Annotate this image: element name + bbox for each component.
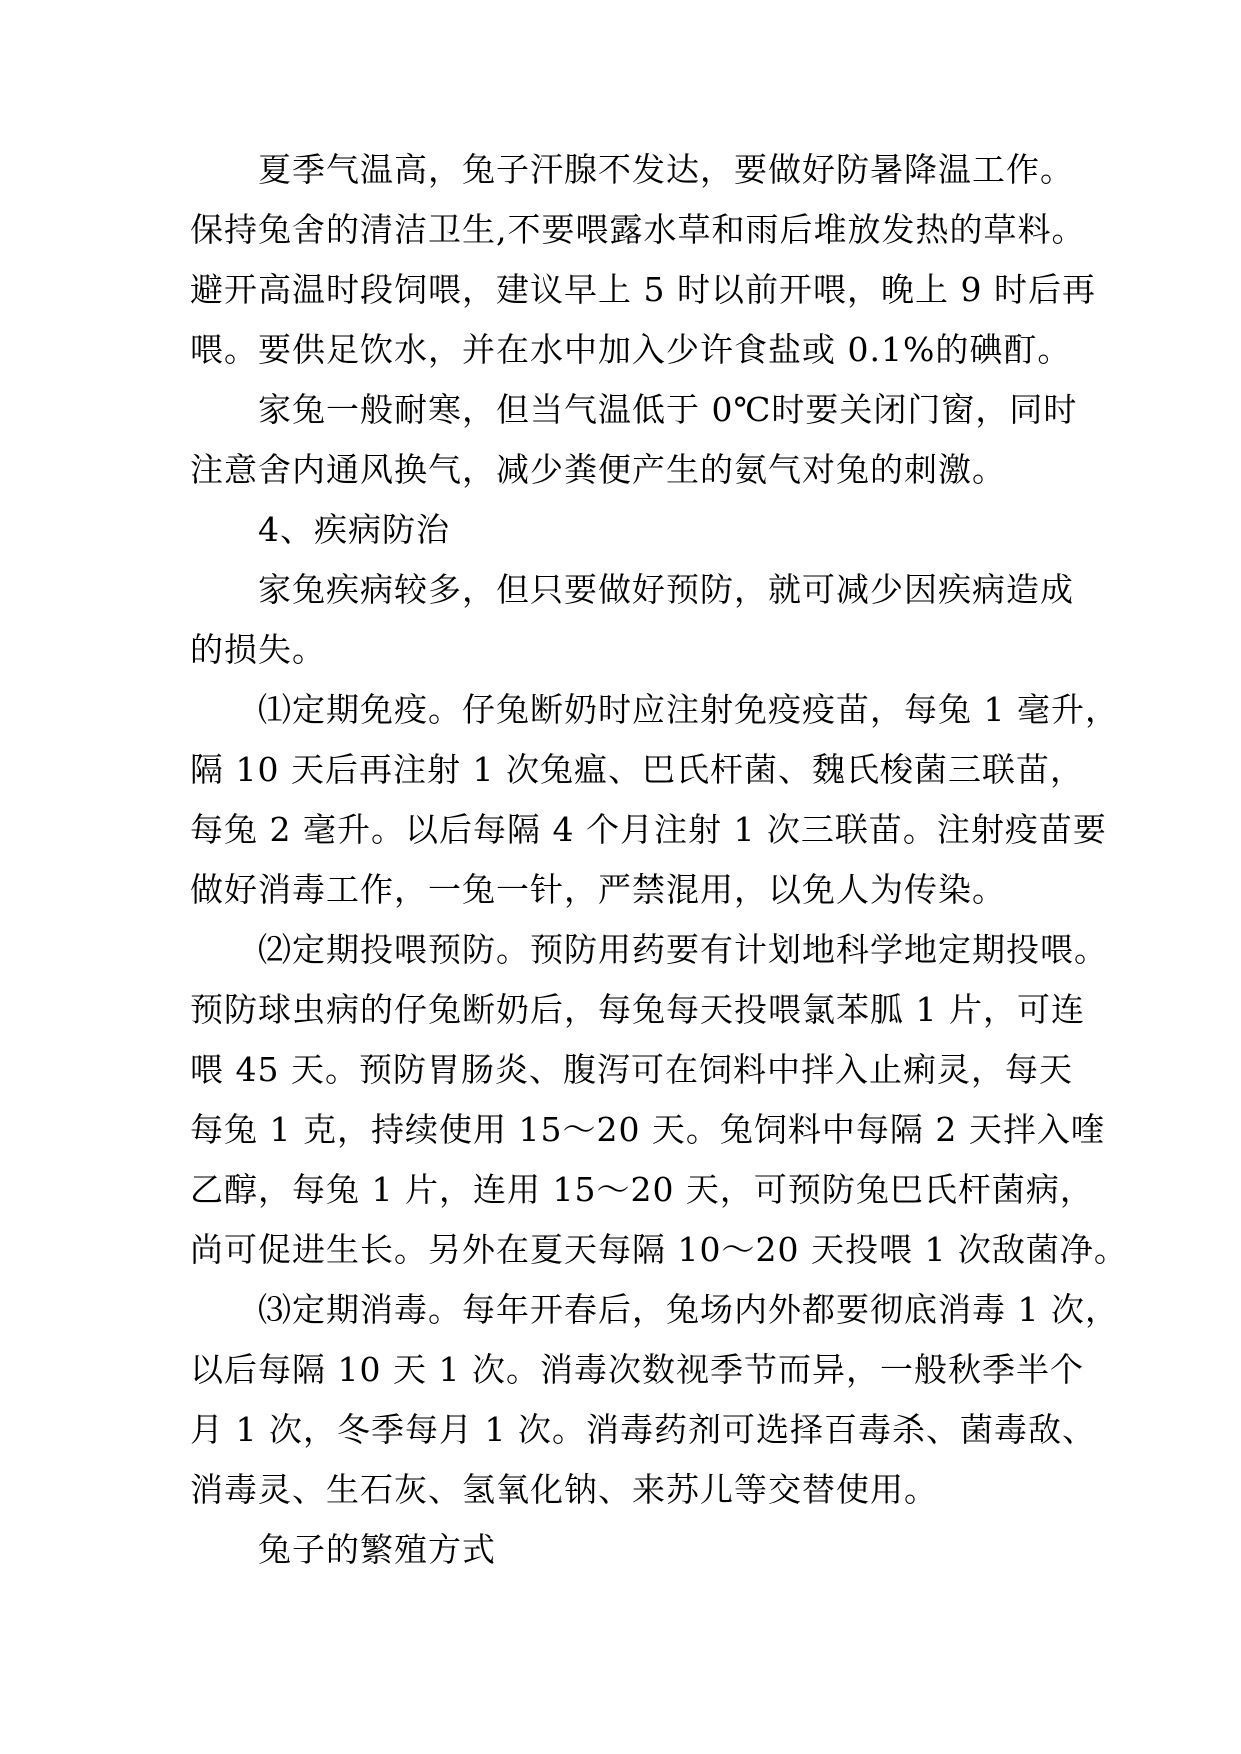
text-line: ⑵定期投喂预防。预防用药要有计划地科学地定期投喂。 [258,930,1108,969]
text-line: 预防球虫病的仔兔断奶后，每兔每天投喂氯苯胍 1 片，可连 [190,990,1085,1029]
text-line: ⑴定期免疫。仔兔断奶时应注射免疫疫苗，每兔 1 毫升， [258,690,1119,729]
text-line: 家兔一般耐寒，但当气温低于 0℃时要关闭门窗，同时 [258,390,1078,429]
text-line: 以后每隔 10 天 1 次。消毒次数视季节而异，一般秋季半个 [190,1350,1084,1389]
text-line: 乙醇，每兔 1 片，连用 15～20 天，可预防兔巴氏杆菌病， [190,1170,1094,1209]
text-line: 保持兔舍的清洁卫生,不要喂露水草和雨后堆放发热的草料。 [190,210,1086,249]
text-line: 喂。要供足饮水，并在水中加入少许食盐或 0.1%的碘酊。 [190,330,1072,369]
text-line: 避开高温时段饲喂，建议早上 5 时以前开喂，晚上 9 时后再 [190,270,1096,309]
text-line: 家兔疾病较多，但只要做好预防，就可减少因疾病造成 [258,570,1074,609]
text-line: 每兔 1 克，持续使用 15～20 天。兔饲料中每隔 2 天拌入喹 [190,1110,1105,1149]
text-line: 消毒灵、生石灰、氢氧化钠、来苏儿等交替使用。 [190,1470,938,1509]
text-line: 喂 45 天。预防胃肠炎、腹泻可在饲料中拌入止痢灵，每天 [190,1050,1073,1089]
text-line: 月 1 次，冬季每月 1 次。消毒药剂可选择百毒杀、菌毒敌、 [190,1410,1096,1449]
text-line: 隔 10 天后再注射 1 次兔瘟、巴氏杆菌、魏氏梭菌三联苗， [190,750,1084,789]
text-line: 夏季气温高，兔子汗腺不发达，要做好防暑降温工作。 [258,150,1074,189]
text-line: 每兔 2 毫升。以后每隔 4 个月注射 1 次三联苗。注射疫苗要 [190,810,1107,849]
text-line: 做好消毒工作，一兔一针，严禁混用，以免人为传染。 [190,870,1006,909]
section-heading: 兔子的繁殖方式 [258,1530,496,1569]
text-line: 的损失。 [190,630,326,669]
text-line: ⑶定期消毒。每年开春后，兔场内外都要彻底消毒 1 次， [258,1290,1119,1329]
text-line: 尚可促进生长。另外在夏天每隔 10～20 天投喂 1 次敌菌净。 [190,1230,1128,1269]
section-heading: 4、疾病防治 [258,510,450,549]
text-line: 注意舍内通风换气，减少粪便产生的氨气对兔的刺激。 [190,450,1006,489]
